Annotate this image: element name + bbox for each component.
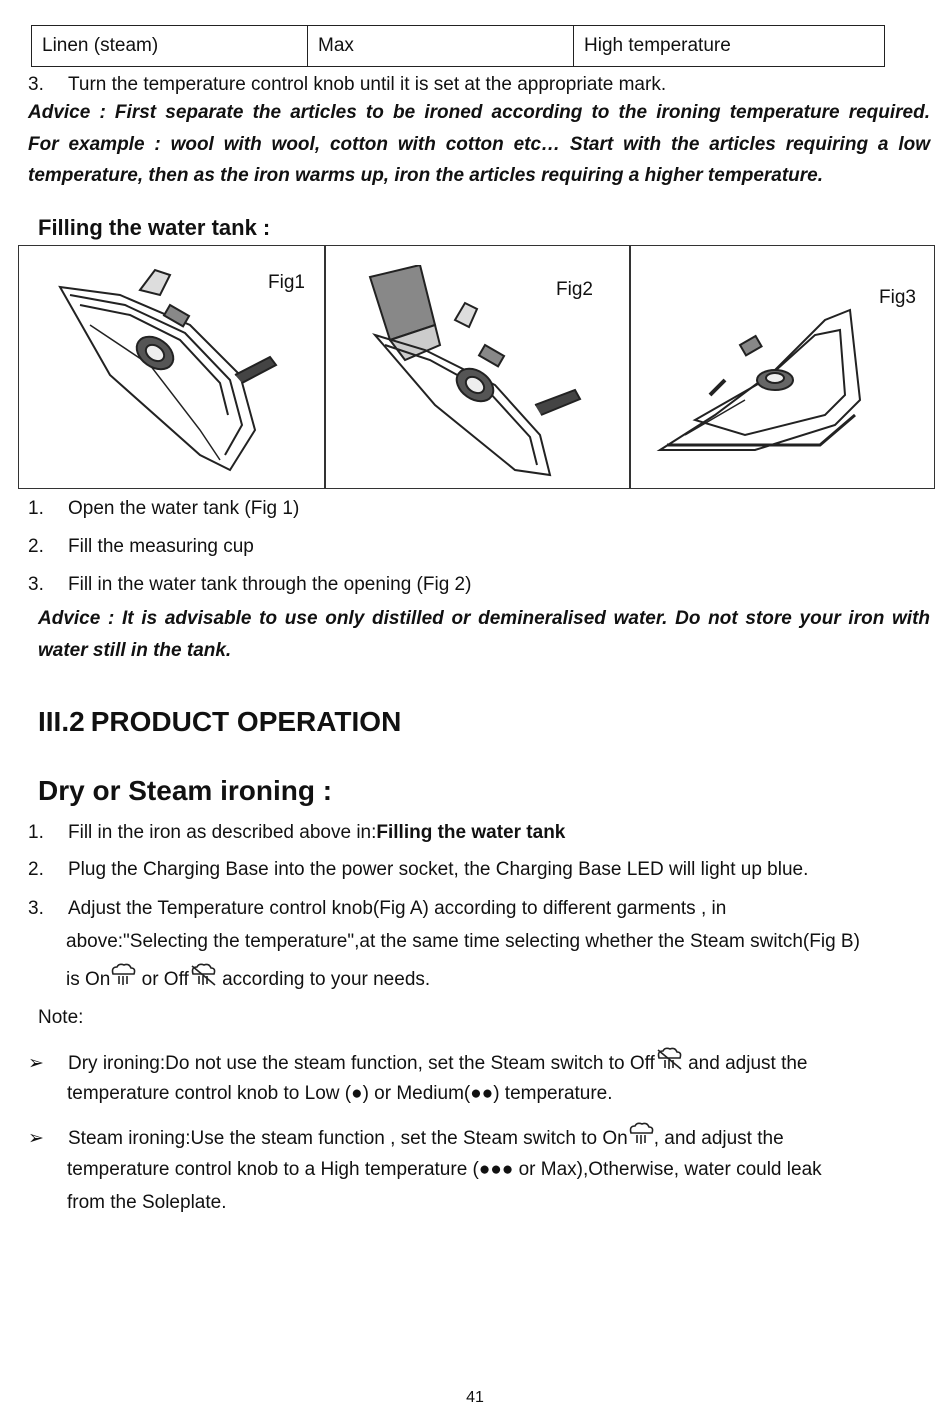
bullet-arrow-icon: ➢ [28, 1053, 44, 1074]
section-heading [38, 706, 401, 738]
step-number: 1. [28, 498, 44, 519]
step-number: 3. [28, 74, 44, 95]
steam-off-icon [189, 963, 217, 987]
advice-line: Advice : It is advisable to use only distilled or demineralised water. Do not store your iron with [38, 608, 930, 629]
bullet-text: and adjust the [682, 1053, 808, 1074]
table-cell: High temperature [574, 26, 885, 67]
step-text: is On [66, 969, 111, 990]
dry-ironing-bullet [28, 1047, 807, 1076]
bullet-text-line: temperature control knob to a High temperature (●●● or Max),Otherwise, water could leak [67, 1159, 822, 1180]
operation-step [28, 858, 808, 882]
steam-off-icon [655, 1047, 683, 1071]
step-text: Plug the Charging Base into the power socket, the Charging Base LED will light up blue. [68, 859, 809, 880]
steam-on-icon [628, 1122, 654, 1146]
step-text: Turn the temperature control knob until it is set at the appropriate mark. [68, 74, 667, 95]
step-text: Adjust the Temperature control knob(Fig A) according to different garments , in [68, 898, 727, 919]
note-label: Note: [38, 1007, 84, 1028]
iron-fig1-illustration [50, 265, 290, 480]
section-title: PRODUCT OPERATION [90, 706, 402, 737]
fig-label: Fig3 [879, 287, 916, 308]
advice-line: Advice : First separate the articles to be ironed according to the ironing temperature required. [28, 102, 930, 123]
step-number: 3. [28, 898, 44, 919]
step-text-line: above:"Selecting the temperature",at the same time selecting whether the Steam switch(Fig B) [66, 931, 860, 952]
step-bold-ref: Filling the water tank [376, 822, 566, 843]
advice-line: water still in the tank. [38, 639, 232, 661]
step-text: Fill in the iron as described above in: [68, 822, 377, 843]
table-row [32, 26, 885, 67]
advice-temperature [28, 97, 930, 192]
step-number: 2. [28, 859, 44, 880]
section-number: III.2 [38, 706, 85, 737]
bullet-text-line: temperature control knob to Low (●) or Medium(●●) temperature. [67, 1083, 613, 1104]
table-cell: Linen (steam) [32, 26, 308, 67]
step-number: 1. [28, 822, 44, 843]
advice-water [38, 603, 930, 666]
step-text: according to your needs. [216, 969, 431, 990]
bullet-text: Dry ironing:Do not use the steam function, set the Steam switch to Off [68, 1053, 655, 1074]
table-cell: Max [308, 26, 574, 67]
fill-step [28, 535, 254, 559]
dry-steam-heading: Dry or Steam ironing : [38, 775, 333, 806]
step-text: Open the water tank (Fig 1) [68, 498, 300, 519]
fig-label: Fig1 [268, 272, 305, 293]
step-number: 2. [28, 536, 44, 557]
steam-on-icon [110, 963, 136, 987]
operation-step [28, 897, 726, 921]
fig-label: Fig2 [556, 279, 593, 300]
step-text: Fill the measuring cup [68, 536, 254, 557]
step-text: or Off [136, 969, 189, 990]
fill-step [28, 497, 299, 521]
bullet-arrow-icon: ➢ [28, 1128, 44, 1149]
page-number: 41 [466, 1389, 484, 1406]
bullet-text: Steam ironing:Use the steam function , set the Steam switch to On [68, 1128, 628, 1149]
iron-fig2-illustration [365, 265, 595, 485]
step-3 [28, 73, 666, 97]
filling-heading: Filling the water tank : [38, 215, 271, 240]
step-text: Fill in the water tank through the opening (Fig 2) [68, 574, 472, 595]
step-number: 3. [28, 574, 44, 595]
steam-ironing-bullet [28, 1122, 784, 1151]
temperature-table [31, 25, 885, 67]
fill-step [28, 573, 471, 597]
bullet-text: , and adjust the [653, 1128, 784, 1149]
step-text-line [66, 963, 430, 992]
bullet-text-line: from the Soleplate. [67, 1192, 227, 1213]
iron-fig3-illustration [655, 300, 865, 460]
advice-line: temperature, then as the iron warms up, iron the articles requiring a higher temperature. [28, 165, 824, 186]
operation-step [28, 821, 565, 845]
advice-line: For example : wool with wool, cotton with cotton etc… Start with the articles requiring a low [28, 133, 930, 155]
